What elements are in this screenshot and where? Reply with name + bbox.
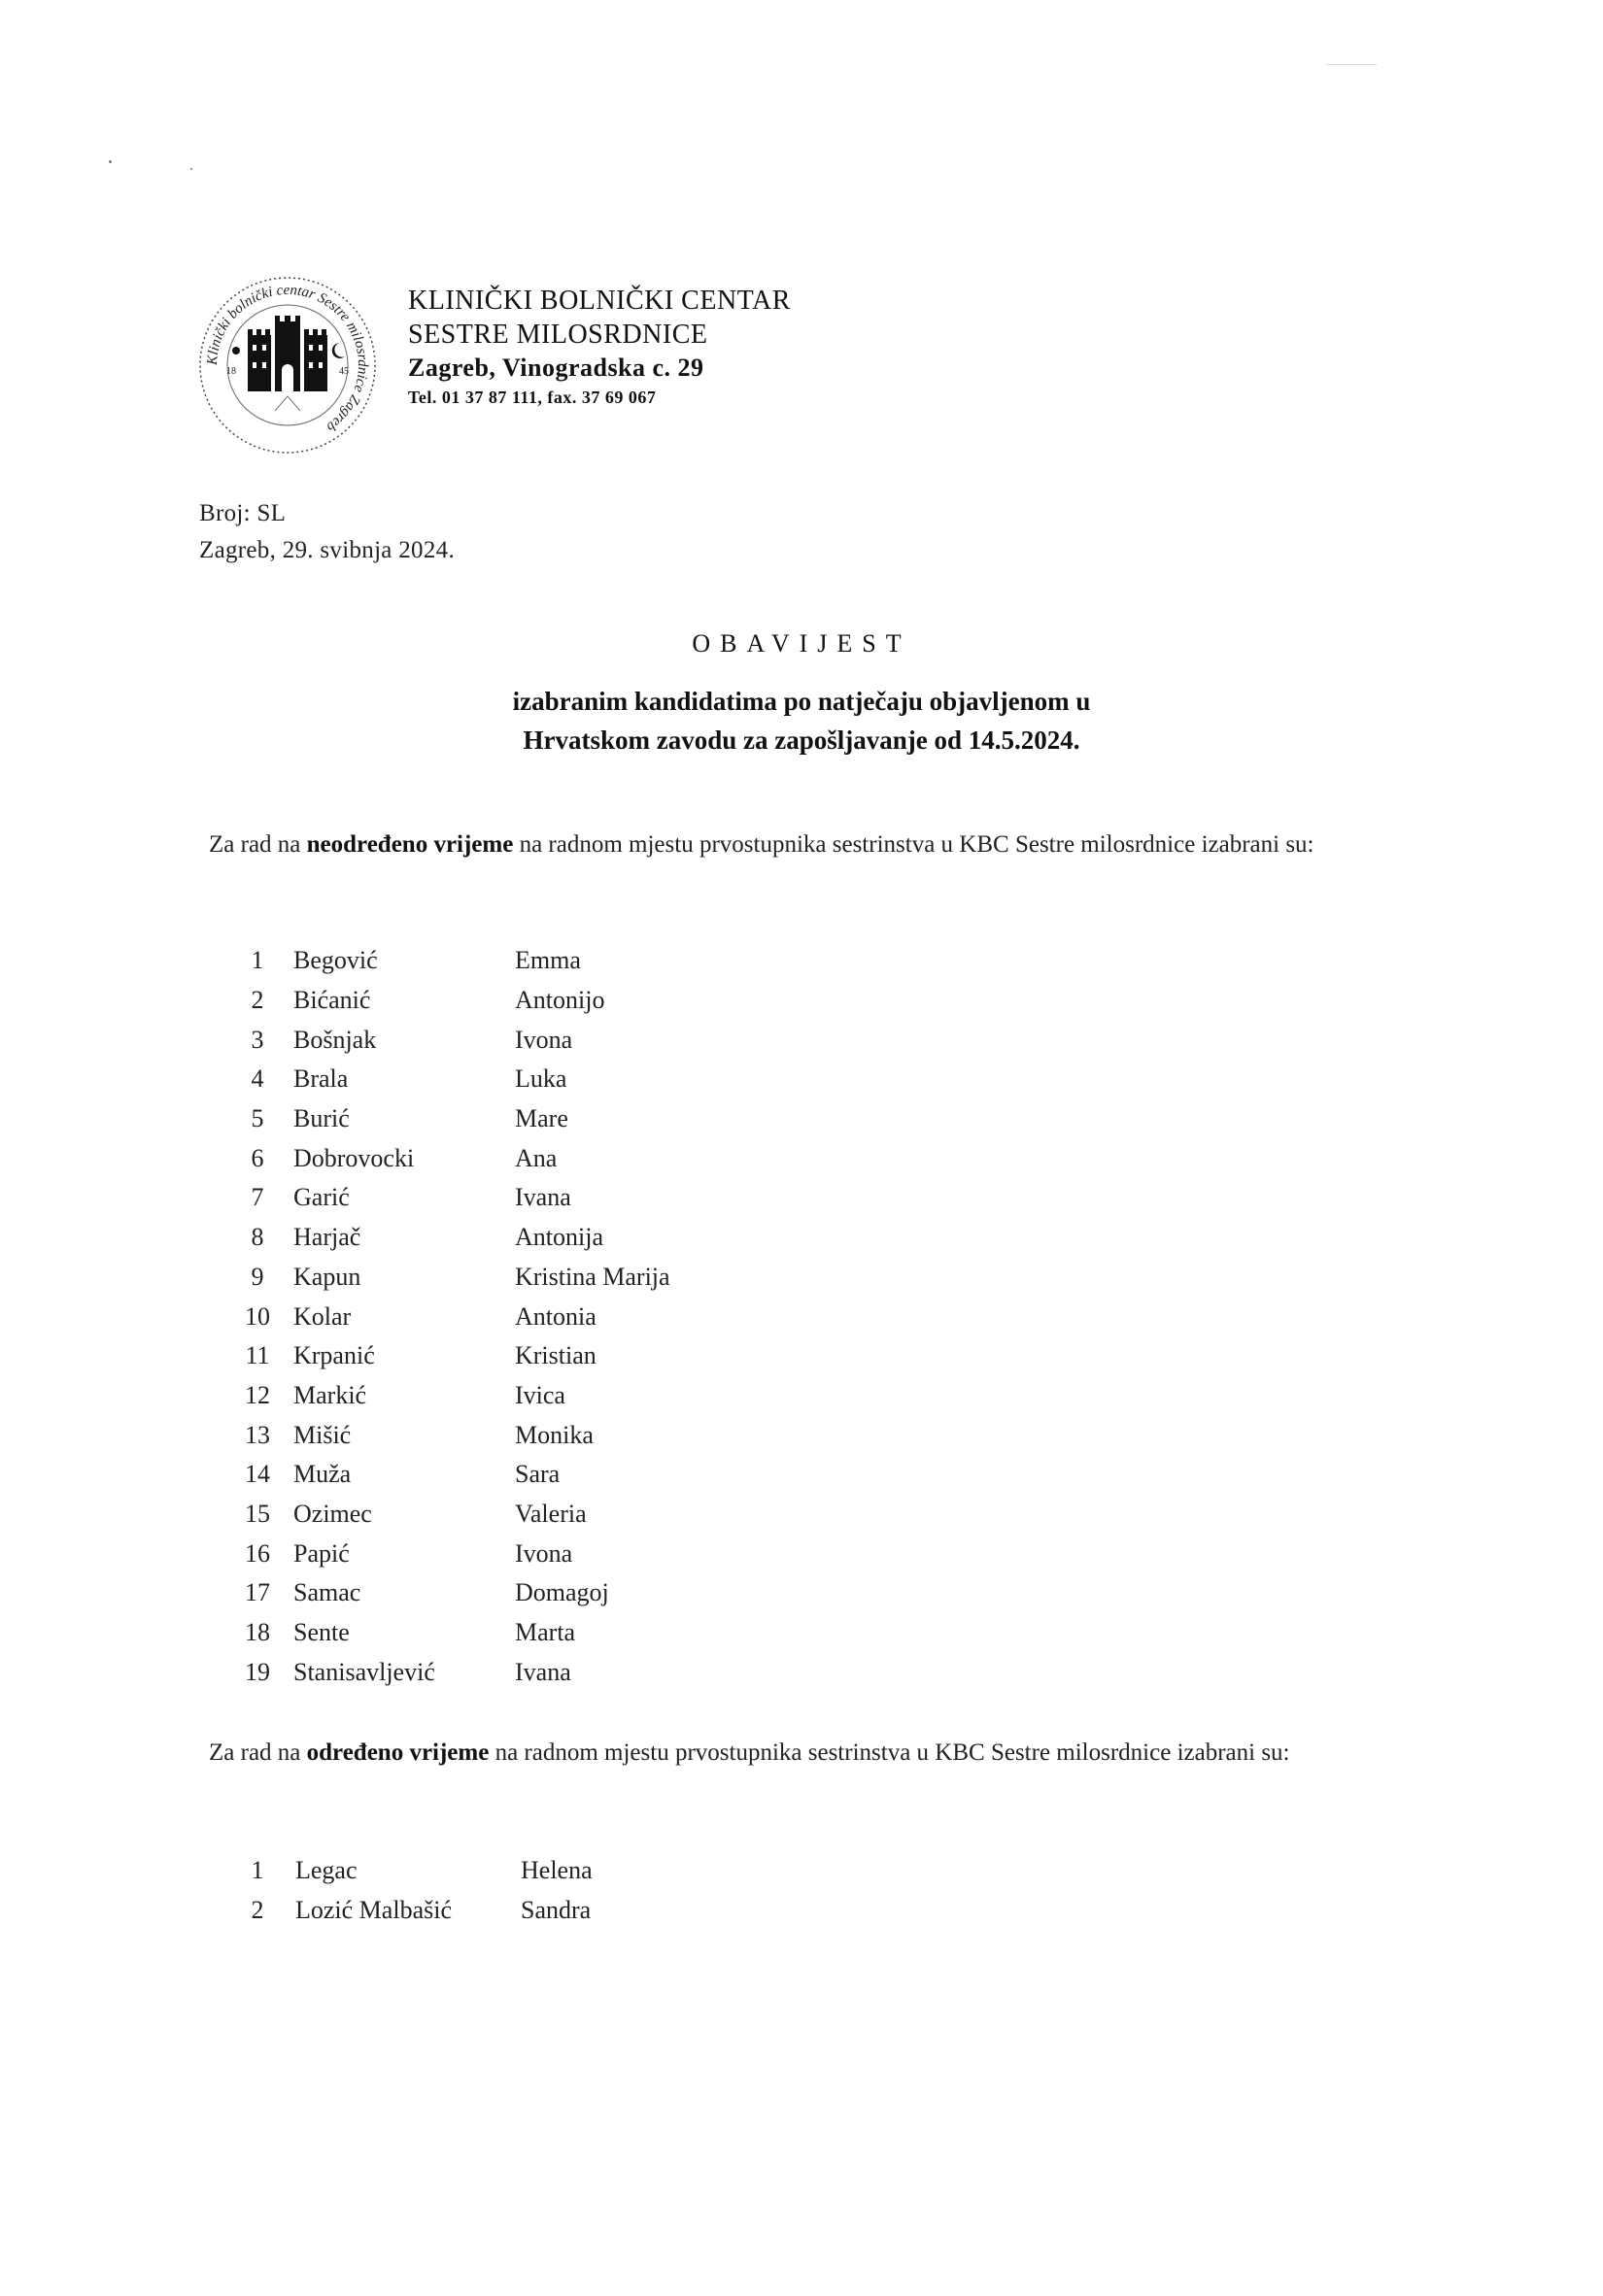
org-address: Zagreb, Vinogradska c. 29 [408,354,704,382]
candidate-surname: Kolar [293,1301,352,1331]
candidate-number: 8 [251,1223,264,1252]
candidate-number: 1 [251,1856,264,1885]
candidate-surname: Legac [295,1856,358,1885]
org-subname: SESTRE MILOSRDNICE [408,320,708,350]
candidate-surname: Bošnjak [293,1025,377,1054]
candidate-name: Kristian [515,1341,597,1370]
candidate-surname: Ozimec [293,1499,372,1528]
candidate-row [223,1376,670,1416]
candidate-name: Antonija [515,1223,603,1252]
reference-number: Broj: SL [199,500,287,526]
candidate-name: Emma [515,946,581,975]
indefinite-term-paragraph [209,827,1389,862]
candidate-name: Helena [521,1856,593,1885]
document-subtitle [0,682,1603,760]
candidate-surname: Bićanić [293,986,371,1015]
candidate-name: Ana [515,1143,558,1172]
svg-text:18: 18 [226,366,236,377]
candidate-name: Ivana [515,1657,571,1686]
candidate-name: Marta [515,1618,576,1647]
candidate-name: Sara [515,1460,561,1489]
candidate-surname: Markić [293,1380,367,1409]
candidate-number: 12 [245,1380,270,1409]
candidate-number: 10 [245,1301,270,1331]
organization-header [408,287,791,406]
candidate-surname: Stanisavljević [293,1657,435,1686]
candidate-number: 18 [245,1618,270,1647]
candidate-row [223,1891,593,1931]
paragraph-emphasis: određeno vrijeme [306,1739,490,1766]
candidate-surname: Garić [293,1183,350,1212]
candidate-number: 2 [251,986,264,1015]
paragraph-text-before: Za rad na [209,1739,307,1766]
candidate-row [223,1020,670,1060]
candidate-row [223,1178,670,1218]
definite-term-paragraph [209,1736,1389,1771]
candidate-number: 4 [251,1064,264,1094]
candidate-surname: Brala [293,1064,349,1094]
candidate-number: 1 [251,946,264,975]
candidate-surname: Mišić [293,1420,352,1449]
paragraph-text-before: Za rad na [209,831,307,858]
candidate-number: 3 [251,1025,264,1054]
candidate-row [223,1258,670,1298]
document-reference [199,495,455,569]
candidate-name: Mare [515,1104,568,1133]
candidate-number: 13 [245,1420,270,1449]
candidate-row [223,1495,670,1535]
document-title: OBAVIJEST [692,629,911,658]
definite-candidates-list [223,1851,593,1930]
scan-artifact-line [1326,64,1377,65]
paragraph-text-after: na radnom mjestu prvostupnika sestrinstva u KBC Sestre milosrdnice izabrani su: [489,1739,1290,1766]
candidate-name: Ivona [515,1538,573,1568]
candidate-name: Ivona [515,1025,573,1054]
candidate-name: Valeria [515,1499,587,1528]
candidate-row [223,1573,670,1613]
candidate-number: 6 [251,1143,264,1172]
candidate-name: Luka [515,1064,567,1094]
candidate-row [223,1613,670,1653]
candidate-surname: Harjač [293,1223,361,1252]
candidate-row [223,1336,670,1376]
candidate-number: 5 [251,1104,264,1133]
candidate-name: Monika [515,1420,594,1449]
candidate-surname: Lozić Malbašić [295,1896,452,1925]
candidate-surname: Krpanić [293,1341,375,1370]
svg-text:45: 45 [339,366,349,377]
candidate-row [223,1060,670,1099]
candidate-number: 17 [245,1578,270,1607]
document-date: Zagreb, 29. svibnja 2024. [199,537,456,563]
subtitle-line-2: Hrvatskom zavodu za zapošljavanje od 14.5.2024. [523,726,1080,755]
org-name: KLINIČKI BOLNIČKI CENTAR [408,286,791,316]
hospital-seal-logo [197,275,378,456]
candidate-row [223,981,670,1021]
paragraph-text-after: na radnom mjestu prvostupnika sestrinstva u KBC Sestre milosrdnice izabrani su: [513,831,1314,858]
paragraph-emphasis: neodređeno vrijeme [306,831,514,858]
candidate-number: 19 [245,1657,270,1686]
candidate-number: 2 [251,1896,264,1925]
candidate-name: Domagoj [515,1578,609,1607]
candidate-number: 7 [251,1183,264,1212]
candidate-number: 14 [245,1460,270,1489]
candidate-row [223,941,670,981]
candidate-surname: Sente [293,1618,350,1647]
indefinite-candidates-list [223,941,670,1692]
candidate-name: Kristina Marija [515,1262,670,1291]
candidate-surname: Papić [293,1538,350,1568]
subtitle-line-1: izabranim kandidatima po natječaju objavljenom u [512,687,1091,716]
candidate-name: Antonijo [515,986,605,1015]
candidate-name: Sandra [521,1896,592,1925]
candidate-row [223,1455,670,1495]
candidate-surname: Samac [293,1578,361,1607]
scan-artifact-speck [190,168,192,170]
candidate-number: 16 [245,1538,270,1568]
svg-text:Klinički bolnički centar Sestr: Klinički bolnički centar Sestre milosrdnice Zagreb [204,282,371,435]
candidate-row [223,1415,670,1455]
candidate-row [223,1652,670,1692]
candidate-number: 11 [245,1341,270,1370]
candidate-surname: Burić [293,1104,350,1133]
candidate-row [223,1099,670,1139]
scan-artifact-speck [109,160,112,163]
candidate-surname: Muža [293,1460,352,1489]
candidate-number: 15 [245,1499,270,1528]
candidate-name: Antonia [515,1301,597,1331]
candidate-surname: Kapun [293,1262,361,1291]
candidate-row [223,1138,670,1178]
org-contact: Tel. 01 37 87 111, fax. 37 69 067 [408,388,657,407]
candidate-name: Ivica [515,1380,565,1409]
candidate-surname: Dobrovocki [293,1143,415,1172]
candidate-surname: Begović [293,946,378,975]
candidate-row [223,1851,593,1891]
candidate-name: Ivana [515,1183,571,1212]
candidate-number: 9 [251,1262,264,1291]
candidate-row [223,1297,670,1336]
candidate-row [223,1218,670,1258]
candidate-row [223,1534,670,1573]
